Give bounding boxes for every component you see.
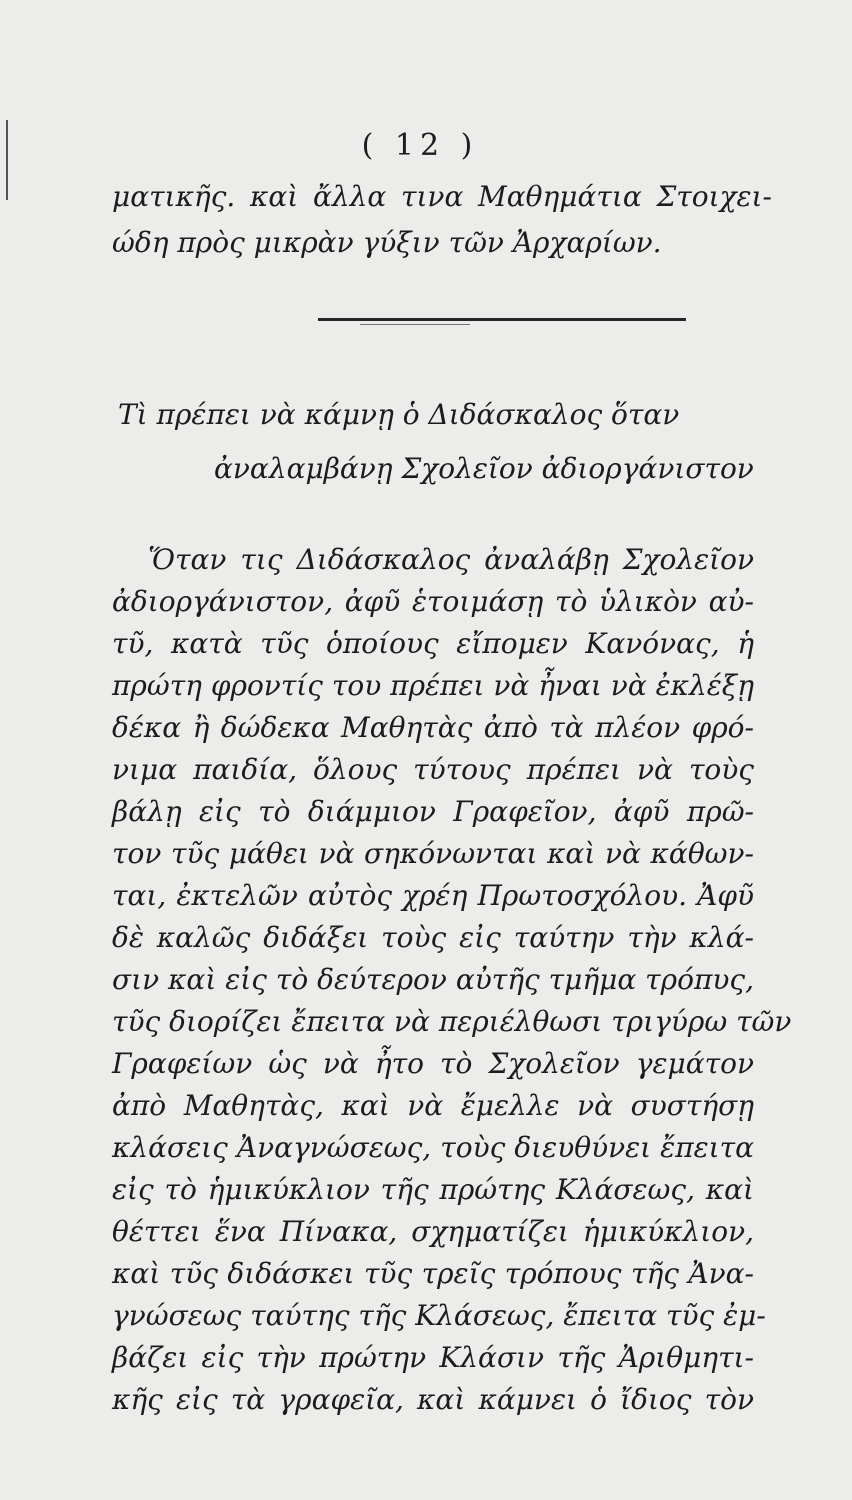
body-line-15: κλάσεις Ἀναγνώσεως, τοὺς διευθύνει ἔπειτα (112, 1131, 754, 1164)
page-number: ( 12 ) (361, 128, 479, 163)
body-line-20: βάζει εἰς τὴν πρώτην Κλάσιν τῆς Ἀριθμητι- (112, 1341, 754, 1374)
body-line-3: τῦ, κατὰ τῦς ὁποίους εἴπομεν Κανόνας, ἡ (112, 627, 754, 660)
body-line-10: δὲ καλῶς διδάξει τοὺς εἰς ταύτην τὴν κλά- (112, 921, 754, 954)
section-heading-line-1: Τὶ πρέπει νὰ κάμνῃ ὁ Διδάσκαλος ὅταν (118, 398, 680, 431)
body-line-5: δέκα ἢ δώδεκα Μαθητὰς ἀπὸ τὰ πλέον φρό- (112, 711, 754, 744)
margin-mark (6, 120, 8, 200)
continuation-line-1: ματικῆς. καὶ ἄλλα τινα Μαθημάτια Στοιχει- (112, 180, 772, 213)
body-line-12: τῦς διορίζει ἔπειτα νὰ περιέλθωσι τριγύρω τῶν (112, 1005, 792, 1038)
body-line-2: ἀδιοργάνιστον, ἀφῦ ἑτοιμάσῃ τὸ ὑλικὸν αὐ- (112, 585, 754, 618)
body-line-13: Γραφείων ὡς νὰ ἦτο τὸ Σχολεῖον γεμάτον (112, 1047, 754, 1080)
section-rule (318, 318, 686, 321)
body-line-18: καὶ τῦς διδάσκει τῦς τρεῖς τρόπους τῆς Ἀνα- (112, 1257, 754, 1290)
body-line-4: πρώτη φροντίς του πρέπει νὰ ἦναι νὰ ἐκλέξῃ (112, 669, 754, 702)
body-line-9: ται, ἐκτελῶν αὐτὸς χρέη Πρωτοσχόλου. Ἀφῦ (112, 879, 754, 912)
body-line-6: νιμα παιδία, ὅλους τύτους πρέπει νὰ τοὺς (112, 753, 754, 786)
body-line-8: τον τῦς μάθει νὰ σηκόνωνται καὶ νὰ κάθων- (112, 837, 754, 870)
body-line-14: ἀπὸ Μαθητὰς, καὶ νὰ ἔμελλε νὰ συστήσῃ (112, 1089, 754, 1122)
body-line-19: γνώσεως ταύτης τῆς Κλάσεως, ἔπειτα τῦς ἐμ- (112, 1299, 766, 1332)
body-line-7: βάλῃ εἰς τὸ διάμμιον Γραφεῖον, ἀφῦ πρῶ- (112, 795, 754, 828)
body-line-21: κῆς εἰς τὰ γραφεῖα, καὶ κάμνει ὁ ἴδιος τὸν (112, 1383, 754, 1416)
section-heading-line-2: ἀναλαμβάνῃ Σχολεῖον ἀδιοργάνιστον (214, 452, 754, 485)
continuation-line-2: ώδη πρὸς μικρὰν γύξιν τῶν Ἀρχαρίων. (112, 226, 662, 259)
body-line-11: σιν καὶ εἰς τὸ δεύτερον αὐτῆς τμῆμα τρόπυς, (112, 963, 754, 996)
body-line-1: Ὅταν τις Διδάσκαλος ἀναλάβῃ Σχολεῖον (148, 543, 754, 576)
body-line-17: θέττει ἕνα Πίνακα, σχηματίζει ἡμικύκλιον, (112, 1215, 754, 1248)
section-rule-shadow (360, 324, 470, 325)
body-line-16: εἰς τὸ ἡμικύκλιον τῆς πρώτης Κλάσεως, καὶ (112, 1173, 754, 1206)
